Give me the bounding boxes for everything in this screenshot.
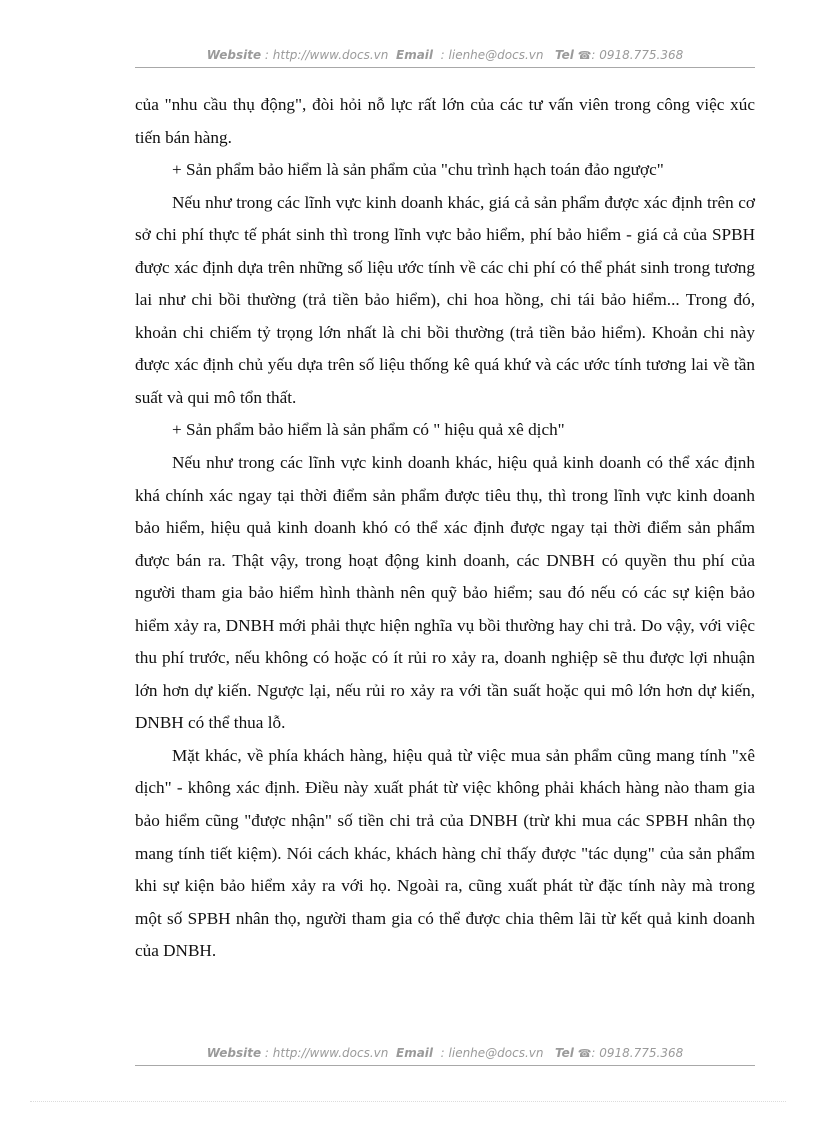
phone-icon: ☎ [577,49,592,62]
header-tel-number: : 0918.775.368 [591,48,684,62]
header-divider [135,67,755,68]
header-tel-label: Tel [554,48,574,62]
header-website-url[interactable]: : http://www.docs.vn [264,48,389,62]
paragraph: Nếu như trong các lĩnh vực kinh doanh khác, giá cả sản phẩm được xác định trên cơ sở chi phí thực tế phát sinh thì trong lĩnh vực bảo hiểm, phí bảo hiểm - giá cả của SPBH được xác định dựa trên những số liệu ước tính về các chi phí có thể phát sinh trong tương lai như chi bồi thường (trả tiền bảo hiểm), chi hoa hồng, chi tái bảo hiểm... Trong đó, khoản chi chiếm tỷ trọng lớn nhất là chi bồi thường (trả tiền bảo hiểm). Khoản chi này được xác định chủ yếu dựa trên số liệu thống kê quá khứ và các ước tính tương lai về tần suất và qui mô tổn thất. [135,192,755,407]
header-email-address[interactable]: : lienhe@docs.vn [440,48,544,62]
footer-website-label: Website [206,1046,262,1060]
paragraph: Nếu như trong các lĩnh vực kinh doanh khác, hiệu quả kinh doanh có thể xác định khá chính xác ngay tại thời điểm sản phẩm được tiêu thụ, thì trong lĩnh vực kinh doanh bảo hiểm, hiệu quả kinh doanh khó có thể xác định được ngay tại thời điểm sản phẩm được bán ra. Thật vậy, trong hoạt động kinh doanh, các DNBH có quyền thu phí của người tham gia bảo hiểm hình thành nên quỹ bảo hiểm; sau đó nếu có các sự kiện bảo hiểm xảy ra, DNBH mới phải thực hiện nghĩa vụ bồi thường hay chi trả. Do vậy, với việc thu phí trước, nếu không có hoặc có ít rủi ro xảy ra, doanh nghiệp sẽ thu được lợi nhuận lớn hơn dự kiến. Ngược lại, nếu rủi ro xảy ra với tần suất hoặc qui mô lớn hơn dự kiến, DNBH có thể thua lỗ. [135,453,755,733]
paragraph: + Sản phẩm bảo hiểm là sản phẩm có " hiệu quả xê dịch" [172,420,565,440]
page-edge-dotted-line [30,1101,786,1102]
paragraph: + Sản phẩm bảo hiểm là sản phẩm của "chu trình hạch toán đảo ngược" [172,160,664,180]
paragraph: của "nhu cầu thụ động", đòi hỏi nỗ lực rất lớn của các tư vấn viên trong công việc xúc tiến bán hàng. [135,95,755,147]
header-website-label: Website [206,48,262,62]
paragraph: Mặt khác, về phía khách hàng, hiệu quả từ việc mua sản phẩm cũng mang tính "xê dịch" - không xác định. Điều này xuất phát từ việc không phải khách hàng nào tham gia bảo hiểm cũng "được nhận" số tiền chi trả của DNBH (trừ khi mua các SPBH nhân thọ mang tính tiết kiệm). Nói cách khác, khách hàng chỉ thấy được "tác dụng" của sản phẩm khi sự kiện bảo hiểm xảy ra với họ. Ngoài ra, cũng xuất phát từ đặc tính này mà trong một số SPBH nhân thọ, người tham gia có thể được chia thêm lãi từ kết quả kinh doanh của DNBH. [135,745,755,961]
document-body [135,89,755,968]
footer-website-url[interactable]: : http://www.docs.vn [264,1046,389,1060]
footer-divider [135,1065,755,1066]
page-header [135,48,755,62]
footer-email-address[interactable]: : lienhe@docs.vn [440,1046,544,1060]
footer-tel-label: Tel [554,1046,574,1060]
phone-icon: ☎ [577,1047,592,1060]
footer-email-label: Email [396,1046,434,1060]
header-email-label: Email [396,48,434,62]
page-footer [135,1046,755,1060]
footer-tel-number: : 0918.775.368 [591,1046,684,1060]
